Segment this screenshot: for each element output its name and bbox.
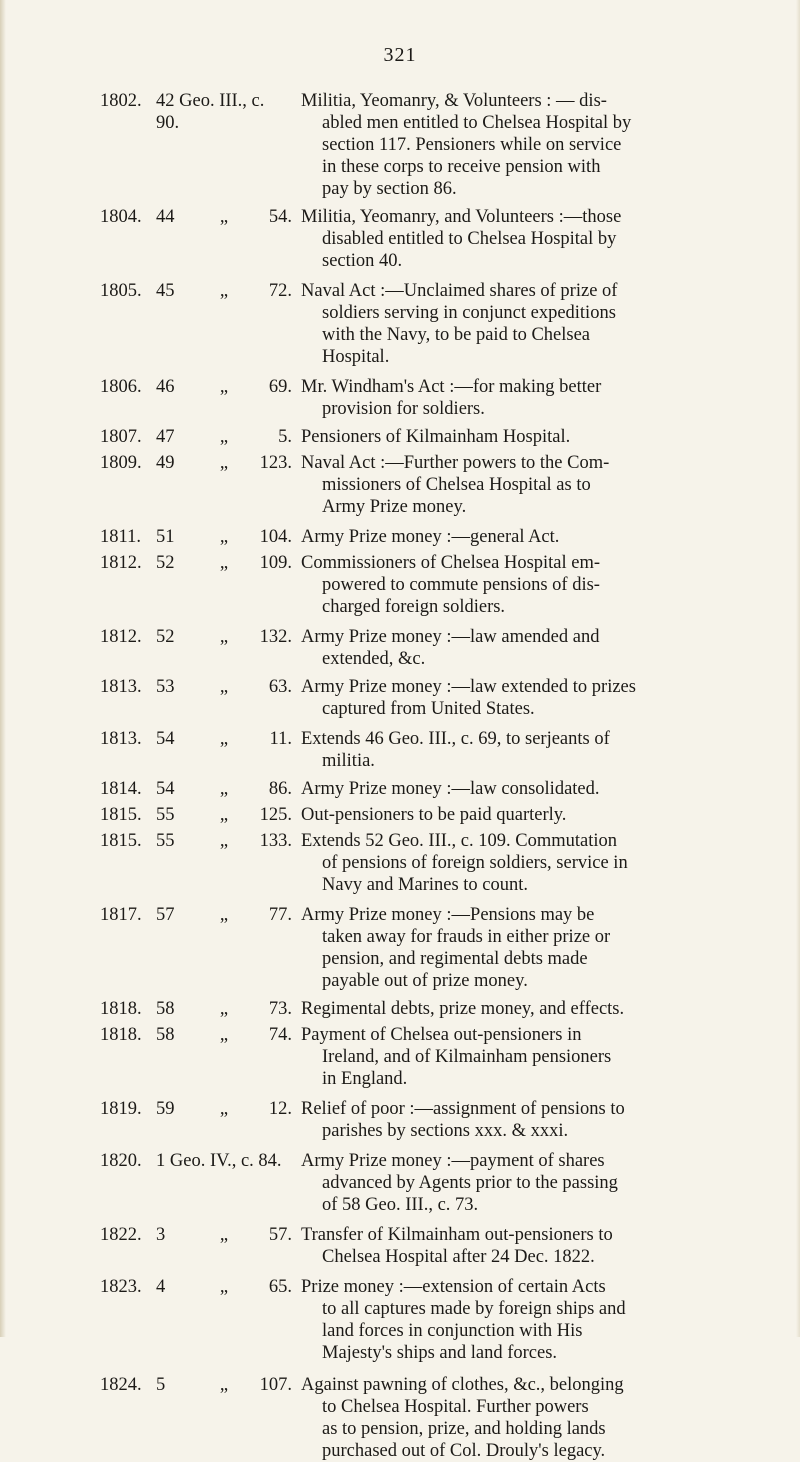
entry-session: 55 [156,805,175,825]
entry-year: 1804. [100,207,142,227]
description-line: advanced by Agents prior to the passing [322,1173,618,1193]
description-line: pay by section 86. [322,179,457,199]
entry-description [301,728,740,772]
description-line: Commissioners of Chelsea Hospital em- [301,553,601,573]
description-line: Naval Act :—Further powers to the Com- [301,453,610,473]
entry-session: 53 [156,677,175,697]
description-line: missioners of Chelsea Hospital as to [322,475,591,495]
statute-entry [100,1374,740,1462]
description-line: extended, &c. [322,649,426,669]
description-line: Army Prize money :—law consolidated. [301,779,600,799]
ditto-mark: „ [219,1225,229,1245]
entry-description [301,376,740,420]
entry-year: 1811. [100,527,141,547]
entry-description [301,90,740,200]
description-line: section 40. [322,251,403,271]
entry-year: 1819. [100,1099,142,1119]
entry-chapter: 5. [278,427,292,447]
entry-description [301,904,740,992]
ditto-mark: „ [219,377,229,397]
statute-entry [100,676,740,720]
entry-description [301,1098,740,1142]
statute-list [100,90,740,1462]
description-line: Hospital. [322,347,390,367]
description-line: Regimental debts, prize money, and effects. [301,999,625,1019]
entry-chapter: 109. [259,553,292,573]
entry-description [301,1276,740,1364]
entry-session: 3 [156,1225,166,1245]
entry-year: 1815. [100,831,142,851]
entry-year: 1806. [100,377,142,397]
entry-chapter: 123. [259,453,292,473]
entry-chapter: 107. [259,1375,292,1395]
description-line: militia. [322,751,375,771]
entry-description [301,206,740,272]
description-line: as to pension, prize, and holding lands [322,1419,606,1439]
statute-entry [100,452,740,518]
entry-session: 58 [156,999,175,1019]
entry-session: 49 [156,453,175,473]
statute-entry [100,1224,740,1268]
entry-description [301,830,740,896]
entry-chapter: 74. [268,1025,292,1045]
ditto-mark: „ [219,677,229,697]
description-line: in England. [322,1069,408,1089]
entry-chapter: 86. [268,779,292,799]
entry-session: 58 [156,1025,175,1045]
entry-year: 1809. [100,453,142,473]
description-line: of 58 Geo. III., c. 73. [322,1195,479,1215]
description-line: taken away for frauds in either prize or [322,927,611,947]
entry-description [301,552,740,618]
description-line: in these corps to receive pension with [322,157,601,177]
entry-description [301,526,740,548]
entry-year: 1818. [100,999,142,1019]
entry-chapter: 63. [268,677,292,697]
entry-year: 1813. [100,677,142,697]
description-line: provision for soldiers. [322,399,485,419]
entry-description [301,1150,740,1216]
entry-description [301,998,740,1020]
ditto-mark: „ [219,805,229,825]
entry-description [301,778,740,800]
entry-year: 1824. [100,1375,142,1395]
entry-year: 1807. [100,427,142,447]
ditto-mark: „ [219,553,229,573]
description-line: Against pawning of clothes, &c., belonging [301,1375,624,1395]
description-line: charged foreign soldiers. [322,597,506,617]
description-line: parishes by sections xxx. & xxxi. [322,1121,569,1141]
entry-chapter: 132. [259,627,292,647]
description-line: land forces in conjunction with His [322,1321,583,1341]
description-line: Naval Act :—Unclaimed shares of prize of [301,281,618,301]
statute-entry [100,1098,740,1142]
entry-year: 1814. [100,779,142,799]
description-line: to all captures made by foreign ships and [322,1299,626,1319]
ditto-mark: „ [219,427,229,447]
description-line: purchased out of Col. Drouly's legacy. [322,1441,606,1461]
description-line: Mr. Windham's Act :—for making better [301,377,602,397]
entry-session: 54 [156,779,175,799]
page-binding-shadow [0,0,6,1337]
entry-statute-reference: 1 Geo. IV., c. 84. [156,1151,282,1171]
ditto-mark: „ [219,831,229,851]
ditto-mark: „ [219,453,229,473]
entry-description [301,626,740,670]
description-line: abled men entitled to Chelsea Hospital by [322,113,632,133]
entry-chapter: 133. [259,831,292,851]
entry-chapter: 11. [269,729,292,749]
entry-description [301,1024,740,1090]
ditto-mark: „ [219,905,229,925]
page-number: 321 [383,44,417,66]
statute-entry [100,778,740,800]
description-line: Extends 52 Geo. III., c. 109. Commutation [301,831,617,851]
entry-chapter: 54. [268,207,292,227]
entry-description [301,280,740,368]
entry-year: 1818. [100,1025,142,1045]
entry-chapter: 72. [268,281,292,301]
statute-entry [100,728,740,772]
entry-chapter: 77. [268,905,292,925]
entry-year: 1813. [100,729,142,749]
entry-year: 1812. [100,553,142,573]
entry-chapter: 73. [268,999,292,1019]
entry-year: 1823. [100,1277,142,1297]
entry-session: 51 [156,527,175,547]
statute-entry [100,206,740,272]
ditto-mark: „ [219,1025,229,1045]
statute-entry [100,998,740,1020]
statute-entry [100,90,740,200]
entry-year: 1817. [100,905,142,925]
page-edge [796,0,800,1337]
description-line: Army Prize money :—law amended and [301,627,600,647]
entry-description [301,1224,740,1268]
entry-year: 1802. [100,91,142,111]
description-line: Transfer of Kilmainham out-pensioners to [301,1225,613,1245]
description-line: Payment of Chelsea out-pensioners in [301,1025,582,1045]
entry-year: 1812. [100,627,142,647]
entry-chapter: 125. [259,805,292,825]
entry-year: 1805. [100,281,142,301]
entry-session: 57 [156,905,175,925]
description-line: pension, and regimental debts made [322,949,588,969]
entry-year: 1815. [100,805,142,825]
entry-statute-reference: 42 Geo. III., c. 90. [156,91,265,133]
entry-chapter: 65. [268,1277,292,1297]
ditto-mark: „ [219,281,229,301]
entry-year: 1820. [100,1151,142,1171]
description-line: Majesty's ships and land forces. [322,1343,558,1363]
ditto-mark: „ [219,527,229,547]
statute-entry [100,830,740,896]
statute-entry [100,804,740,826]
statute-entry [100,1276,740,1364]
ditto-mark: „ [219,999,229,1019]
ditto-mark: „ [219,1375,229,1395]
ditto-mark: „ [219,627,229,647]
description-line: Chelsea Hospital after 24 Dec. 1822. [322,1247,595,1267]
description-line: Relief of poor :—assignment of pensions to [301,1099,625,1119]
entry-description [301,426,740,448]
description-line: of pensions of foreign soldiers, service in [322,853,628,873]
entry-chapter: 57. [268,1225,292,1245]
statute-entry [100,376,740,420]
description-line: payable out of prize money. [322,971,528,991]
entry-year: 1822. [100,1225,142,1245]
statute-entry [100,526,740,548]
entry-session: 4 [156,1277,166,1297]
entry-session: 55 [156,831,175,851]
ditto-mark: „ [219,207,229,227]
entry-session: 59 [156,1099,175,1119]
description-line: Army Prize money :—general Act. [301,527,560,547]
ditto-mark: „ [219,779,229,799]
description-line: Extends 46 Geo. III., c. 69, to serjeants of [301,729,610,749]
entry-chapter: 104. [259,527,292,547]
ditto-mark: „ [219,1099,229,1119]
entry-session: 45 [156,281,175,301]
entry-description [301,1374,740,1462]
description-line: Army Prize money. [322,497,467,517]
description-line: soldiers serving in conjunct expeditions [322,303,616,323]
description-line: Ireland, and of Kilmainham pensioners [322,1047,612,1067]
entry-session: 46 [156,377,175,397]
description-line: with the Navy, to be paid to Chelsea [322,325,591,345]
entry-session: 5 [156,1375,166,1395]
description-line: disabled entitled to Chelsea Hospital by [322,229,617,249]
description-line: captured from United States. [322,699,535,719]
entry-description [301,804,740,826]
ditto-mark: „ [219,729,229,749]
statute-entry [100,904,740,992]
statute-entry [100,426,740,448]
description-line: Militia, Yeomanry, & Volunteers : — dis- [301,91,607,111]
ditto-mark: „ [219,1277,229,1297]
entry-chapter: 69. [268,377,292,397]
description-line: Pensioners of Kilmainham Hospital. [301,427,571,447]
entry-description [301,452,740,518]
entry-chapter: 12. [268,1099,292,1119]
statute-entry [100,552,740,618]
description-line: powered to commute pensions of dis- [322,575,600,595]
statute-entry [100,280,740,368]
description-line: Out-pensioners to be paid quarterly. [301,805,567,825]
description-line: Prize money :—extension of certain Acts [301,1277,606,1297]
description-line: Navy and Marines to count. [322,875,529,895]
description-line: to Chelsea Hospital. Further powers [322,1397,589,1417]
entry-session: 47 [156,427,175,447]
entry-session: 52 [156,627,175,647]
description-line: section 117. Pensioners while on service [322,135,622,155]
entry-session: 54 [156,729,175,749]
description-line: Army Prize money :—payment of shares [301,1151,605,1171]
entry-session: 44 [156,207,175,227]
entry-description [301,676,740,720]
description-line: Army Prize money :—Pensions may be [301,905,595,925]
entry-session: 52 [156,553,175,573]
statute-entry [100,1150,740,1216]
description-line: Militia, Yeomanry, and Volunteers :—those [301,207,622,227]
description-line: Army Prize money :—law extended to prizes [301,677,636,697]
statute-entry [100,1024,740,1090]
statute-entry [100,626,740,670]
